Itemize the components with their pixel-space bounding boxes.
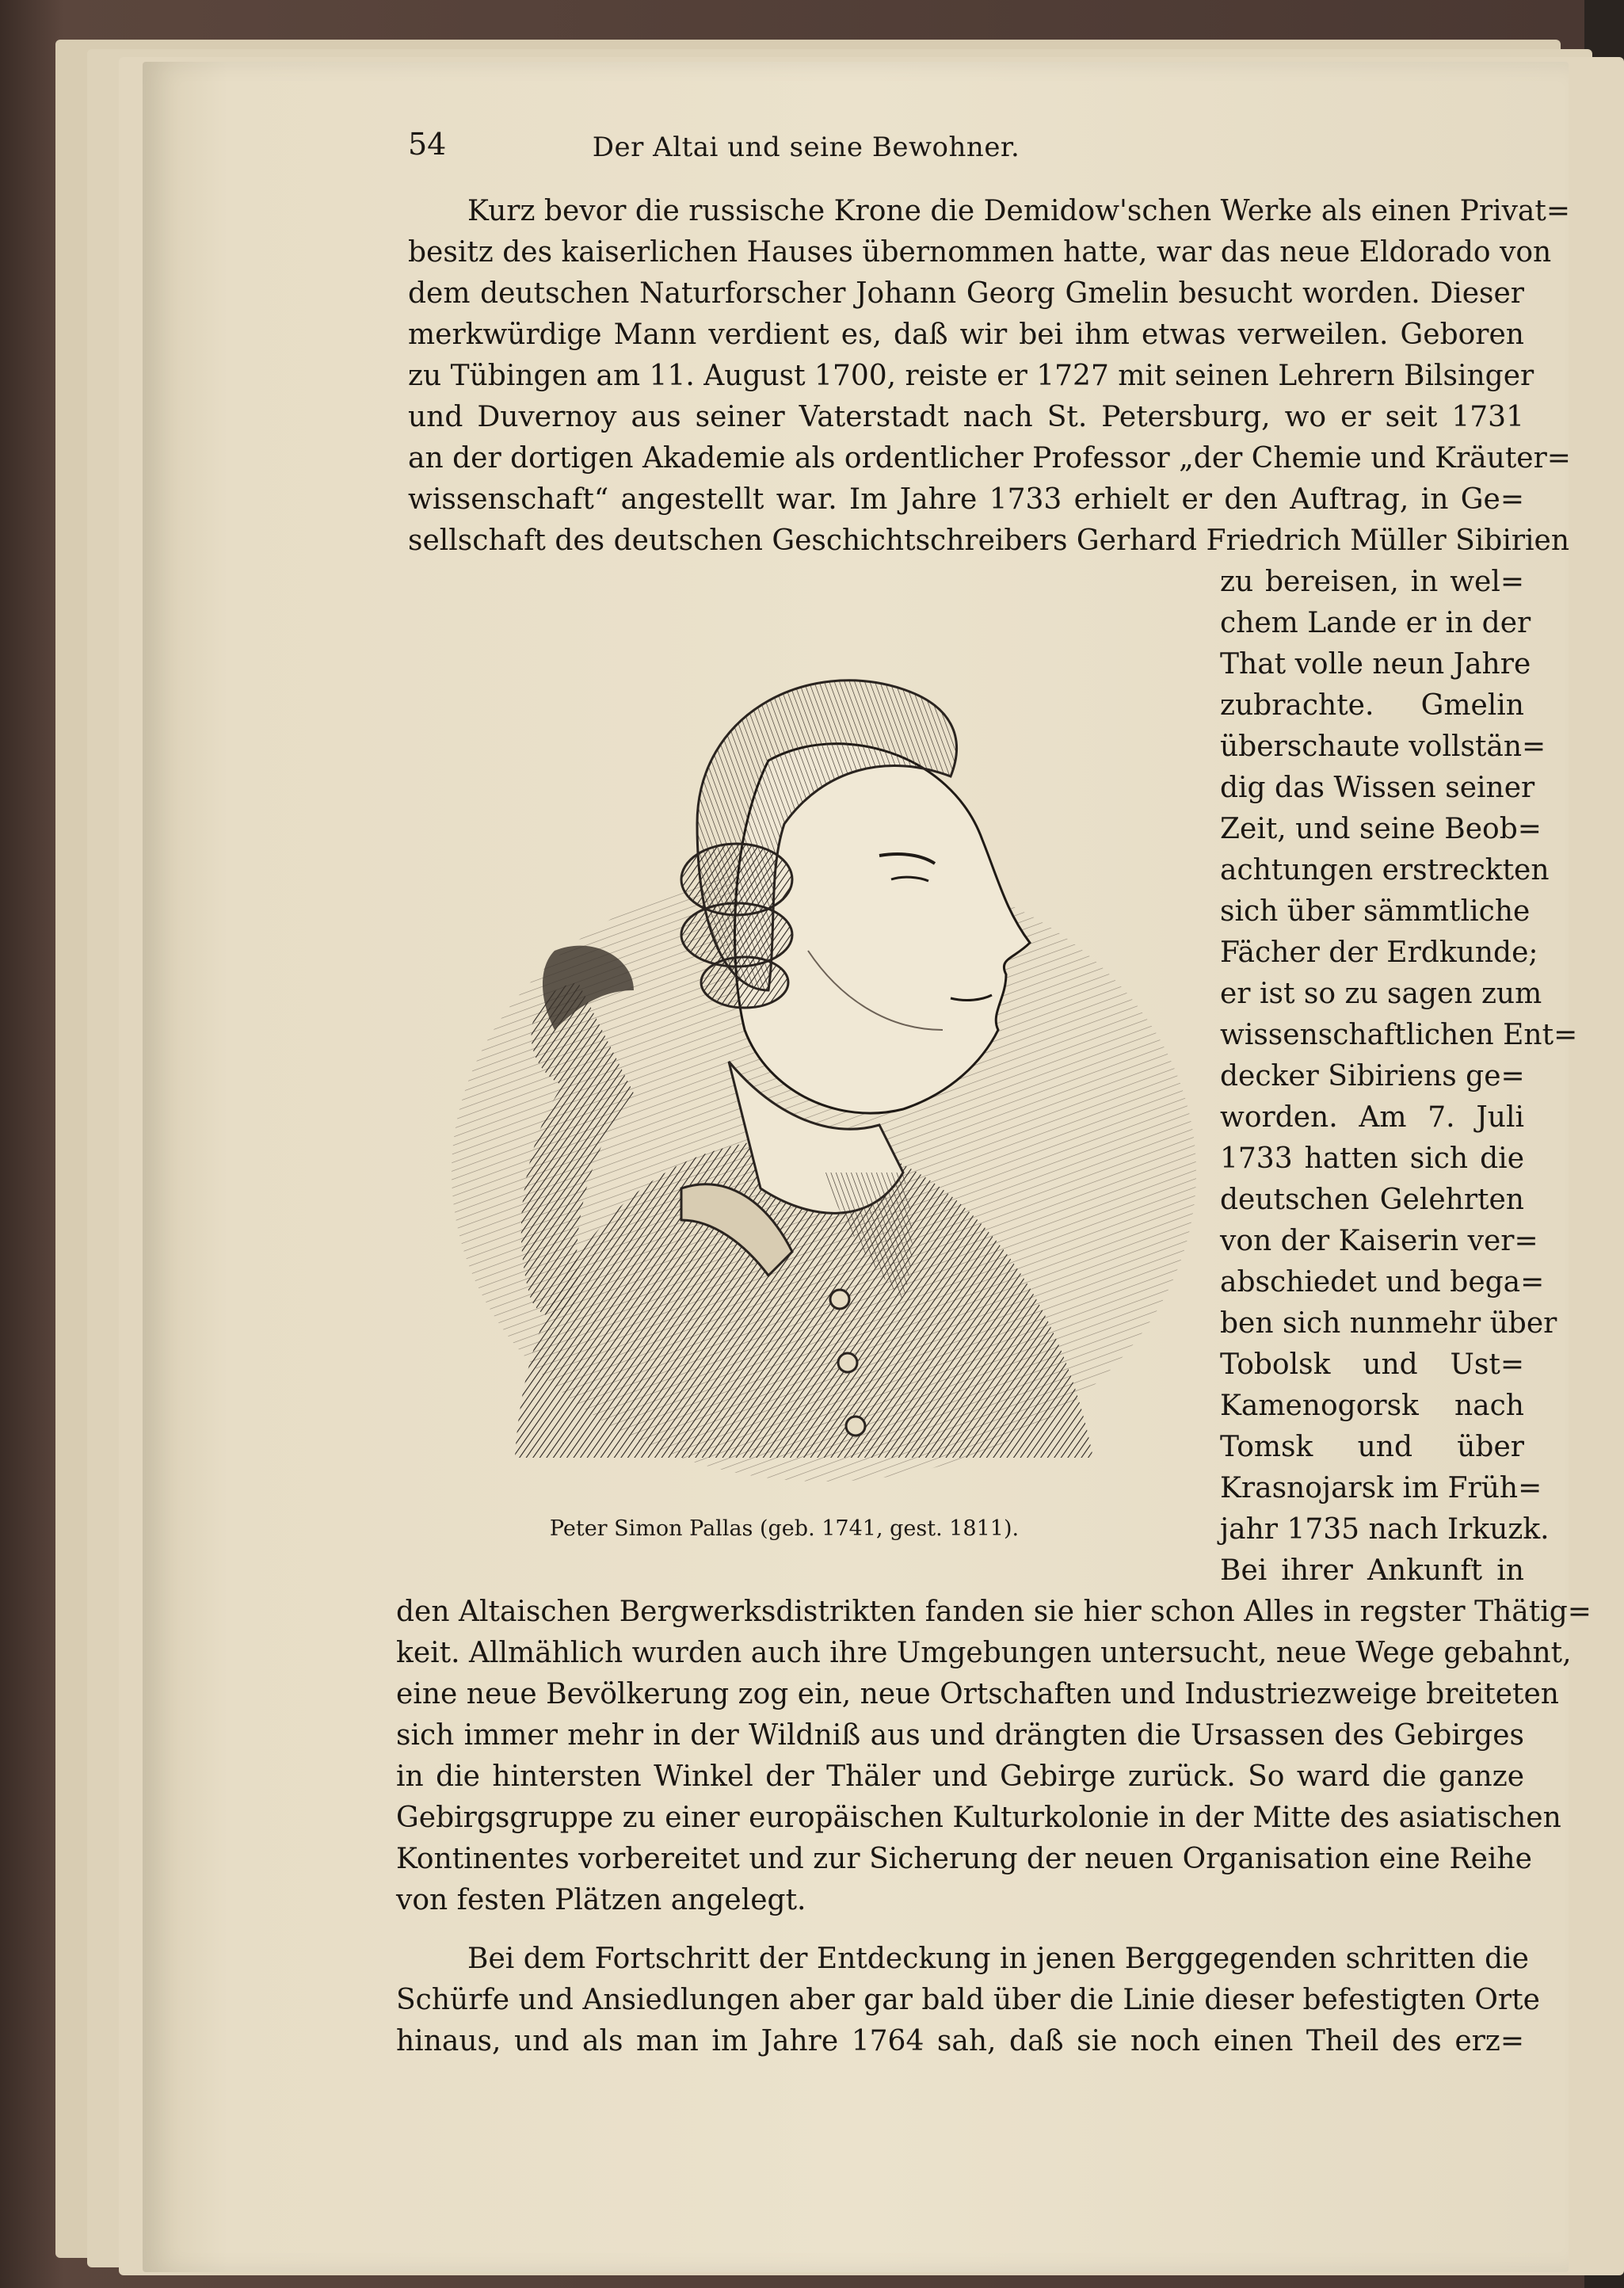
text-line: ben sich nunmehr über — [1220, 1307, 1557, 1340]
text-line: hinaus, und als man im Jahre 1764 sah, daß sie noch einen Theil des erz= — [396, 2025, 1524, 2057]
text-line: wissenschaftlichen Ent= — [1220, 1019, 1578, 1051]
text-line: zubrachte. Gmelin — [1220, 689, 1524, 722]
text-line: zu bereisen, in wel= — [1220, 566, 1524, 598]
text-line: worden. Am 7. Juli — [1220, 1101, 1524, 1134]
text-line: er ist so zu sagen zum — [1220, 978, 1542, 1010]
text-line: Kamenogorsk nach — [1220, 1390, 1524, 1422]
text-line: Gebirgsgruppe zu einer europäischen Kulturkolonie in der Mitte des asiatischen — [396, 1802, 1561, 1834]
text-line: besitz des kaiserlichen Hauses übernommen hatte, war das neue Eldorado von — [408, 236, 1552, 269]
page-header — [408, 127, 1204, 166]
text-line: von festen Plätzen angelegt. — [396, 1884, 806, 1916]
text-line: den Altaischen Bergwerksdistrikten fanden sie hier schon Alles in regster Thätig= — [396, 1596, 1592, 1628]
text-line: jahr 1735 nach Irkuzk. — [1220, 1513, 1550, 1546]
text-line: dem deutschen Naturforscher Johann Georg Gmelin besucht worden. Dieser — [408, 277, 1524, 310]
text-line: decker Sibiriens ge= — [1220, 1060, 1525, 1093]
text-line: sich immer mehr in der Wildniß aus und drängten die Ursassen des Gebirges — [396, 1719, 1524, 1752]
text-line: zu Tübingen am 11. August 1700, reiste er 1727 mit seinen Lehrern Bilsinger — [408, 360, 1534, 392]
text-line: Kurz bevor die russische Krone die Demidow'schen Werke als einen Privat= — [467, 195, 1571, 227]
text-line: überschaute vollstän= — [1220, 730, 1546, 763]
text-line: deutschen Gelehrten — [1220, 1184, 1524, 1216]
text-line: Bei ihrer Ankunft in — [1220, 1554, 1524, 1587]
text-line: von der Kaiserin ver= — [1220, 1225, 1538, 1257]
text-line: Zeit, und seine Beob= — [1220, 813, 1542, 845]
text-line: eine neue Bevölkerung zog ein, neue Ortschaften und Industriezweige breiteten — [396, 1678, 1559, 1710]
text-line: abschiedet und bega= — [1220, 1266, 1545, 1298]
text-line: Fächer der Erdkunde; — [1220, 936, 1538, 969]
text-line: Krasnojarsk im Früh= — [1220, 1472, 1542, 1504]
text-line: Kontinentes vorbereitet und zur Sicherung der neuen Organisation eine Reihe — [396, 1843, 1532, 1875]
text-line: sich über sämmtliche — [1220, 895, 1531, 928]
text-line: Schürfe und Ansiedlungen aber gar bald über die Linie dieser befestigten Orte — [396, 1984, 1540, 2016]
text-line: merkwürdige Mann verdient es, daß wir bei ihm etwas verweilen. Geboren — [408, 318, 1524, 351]
text-line: 1733 hatten sich die — [1220, 1142, 1524, 1175]
text-line: achtungen erstreckten — [1220, 854, 1550, 887]
text-line: Tomsk und über — [1220, 1431, 1524, 1463]
text-line: Tobolsk und Ust= — [1220, 1348, 1524, 1381]
running-title: Der Altai und seine Bewohner. — [592, 132, 1020, 163]
text-line: wissenschaft“ angestellt war. Im Jahre 1733 erhielt er den Auftrag, in Ge= — [408, 483, 1524, 516]
text-line: und Duvernoy aus seiner Vaterstadt nach St. Petersburg, wo er seit 1731 — [408, 401, 1524, 433]
figure-caption: Peter Simon Pallas (geb. 1741, gest. 1811). — [549, 1516, 1020, 1541]
text-line: dig das Wissen seiner — [1220, 772, 1535, 804]
text-line: Bei dem Fortschritt der Entdeckung in jenen Berggegenden schritten die — [467, 1943, 1529, 1975]
text-line: sellschaft des deutschen Geschichtschreibers Gerhard Friedrich Müller Sibirien — [408, 524, 1570, 557]
page-number: 54 — [408, 127, 447, 162]
text-line: in die hintersten Winkel der Thäler und Gebirge zurück. So ward die ganze — [396, 1760, 1524, 1793]
portrait-engraving — [396, 618, 1172, 1513]
text-line: chem Lande er in der — [1220, 607, 1531, 639]
text-line: keit. Allmählich wurden auch ihre Umgebungen untersucht, neue Wege gebahnt, — [396, 1637, 1572, 1669]
text-line: That volle neun Jahre — [1220, 648, 1531, 681]
text-line: an der dortigen Akademie als ordentlicher Professor „der Chemie und Kräuter= — [408, 442, 1571, 475]
